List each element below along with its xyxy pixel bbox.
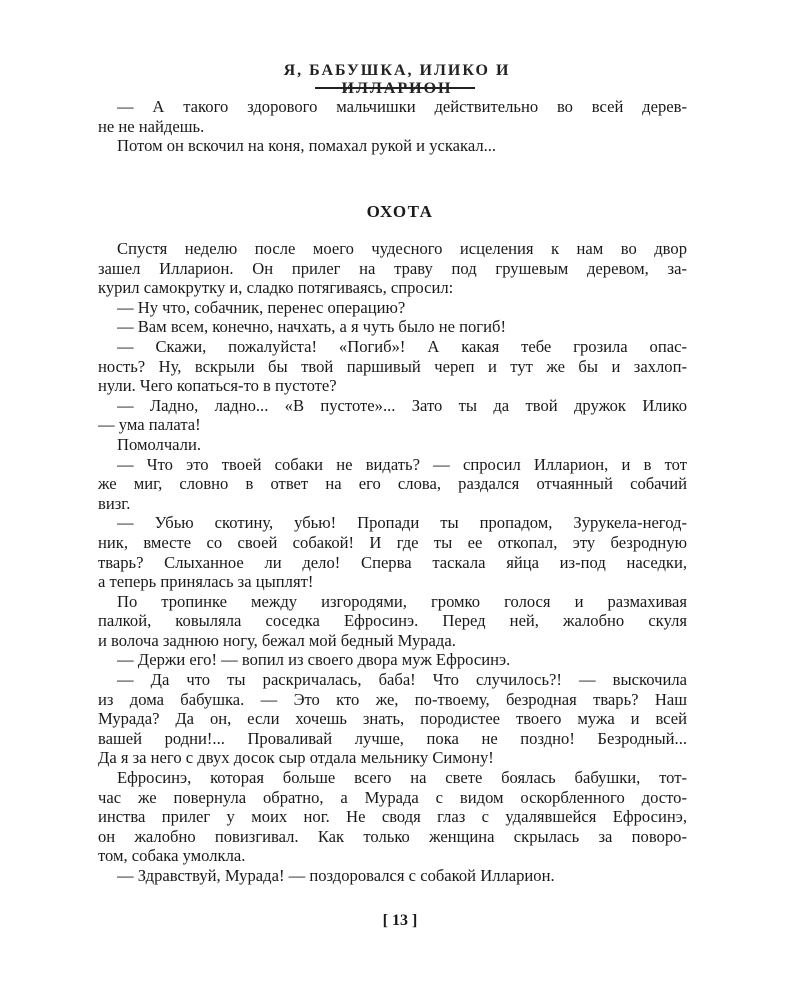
text-line: же миг, словно в ответ на его слова, раздался отчаянный собачий (98, 474, 687, 494)
text-line: палкой, ковыляла соседка Ефросинэ. Перед ней, жалобно скуля (98, 611, 687, 631)
text-line: — Ладно, ладно... «В пустоте»... Зато ты да твой дружок Илико (117, 395, 687, 415)
text-line: Мурада? Да он, если хочешь знать, породистее твоего мужа и всей (98, 709, 687, 729)
text-line: зашел Илларион. Он прилег на траву под грушевым деревом, за- (98, 258, 687, 278)
text-line: Ефросинэ, которая больше всего на свете боялась бабушки, тот- (117, 768, 687, 788)
text-line: — Ну что, собачник, перенес операцию? (117, 297, 406, 317)
text-line: визг. (98, 493, 131, 513)
text-line: — Да что ты раскричалась, баба! Что случилось?! — выскочила (117, 670, 687, 690)
body-text-block (98, 239, 687, 886)
text-line: По тропинке между изгородями, громко голося и размахивая (117, 591, 687, 611)
text-line: курил самокрутку и, сладко потягиваясь, спросил: (98, 278, 454, 298)
text-line: ность? Ну, вскрыли бы твой паршивый череп и тут же бы и захлоп- (98, 356, 687, 376)
text-line: том, собака умолкла. (98, 846, 246, 866)
text-line: час же повернула обратно, а Мурада с видом оскорбленного досто- (98, 787, 687, 807)
text-line: ник, вместе со своей собакой! И где ты ее откопал, эту безродную (98, 532, 687, 552)
section-title: ОХОТА (366, 202, 434, 221)
text-line: — Здравствуй, Мурада! — поздоровался с собакой Илларион. (117, 866, 555, 885)
text-line: — Скажи, пожалуйста! «Погиб»! А какая тебе грозила опас- (117, 336, 687, 356)
text-line: не не найдешь. (98, 116, 205, 136)
running-head: Я, БАБУШКА, ИЛИКО И (283, 62, 511, 79)
header-rule (315, 87, 475, 89)
text-line: тварь? Слыханное ли дело! Сперва таскала яйца из-под наседки, (98, 552, 687, 572)
text-line: из дома бабушка. — Это кто же, по-твоему, безродная тварь? Наш (98, 689, 687, 709)
text-line: Помолчали. (117, 434, 201, 454)
text-line: инства прилег у моих ног. Не сводя глаз с удалявшейся Ефросинэ, (98, 807, 687, 827)
text-line: Потом он вскочил на коня, помахал рукой и ускакал... (117, 136, 497, 156)
text-line: Спустя неделю после моего чудесного исцеления к нам во двор (117, 239, 687, 258)
text-line: и волоча заднюю ногу, бежал мой бедный Мурада. (98, 630, 456, 650)
text-line: — ума палата! (98, 415, 201, 435)
text-line: нули. Чего копаться-то в пустоте? (98, 376, 337, 396)
text-line: — А такого здорового мальчишки действительно во всей дерев- (117, 97, 687, 116)
text-line: он жалобно повизгивал. Как только женщина скрылась за поворо- (98, 826, 687, 846)
text-line: — Вам всем, конечно, начхать, а я чуть было не погиб! (117, 317, 506, 337)
top-text-block (98, 97, 687, 156)
text-line: вашей родни!... Проваливай лучше, пока не поздно! Безродный... (98, 728, 687, 748)
text-line: — Держи его! — вопил из своего двора муж Ефросинэ. (117, 650, 511, 670)
text-line: а теперь принялась за цыплят! (98, 572, 314, 592)
text-line: — Что это твоей собаки не видать? — спросил Илларион, и в тот (117, 454, 687, 474)
text-line: — Убью скотину, убью! Пропади ты пропадом, Зурукела-негод- (117, 513, 687, 533)
text-line: Да я за него с двух досок сыр отдала мельнику Симону! (98, 748, 494, 768)
page-number: [ 13 ] (382, 912, 418, 929)
